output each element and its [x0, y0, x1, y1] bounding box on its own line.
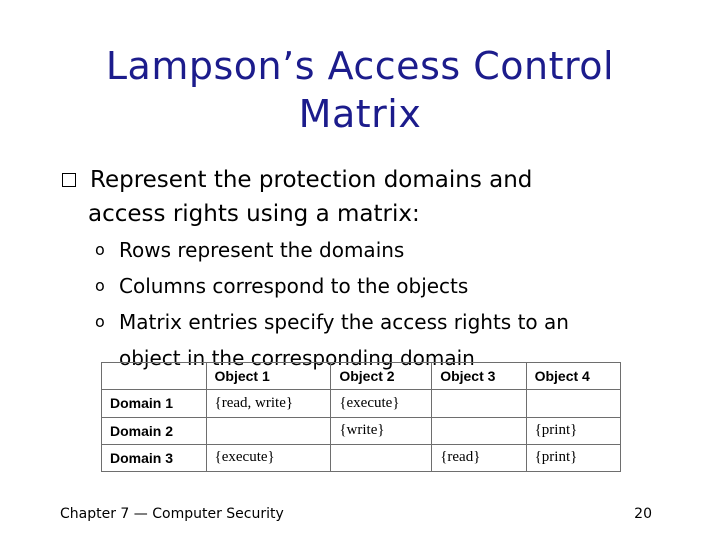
row-header: Domain 1	[102, 390, 207, 417]
main-bullet-text	[90, 163, 650, 231]
circle-bullet-icon: o	[95, 312, 105, 331]
sub-bullet-list	[95, 232, 655, 376]
table-cell	[432, 417, 526, 444]
sub-bullet-text: Rows represent the domains	[119, 238, 405, 262]
circle-bullet-icon: o	[95, 276, 105, 295]
table-cell	[331, 444, 432, 471]
table-cell: {write}	[331, 417, 432, 444]
sub-bullet-text: Matrix entries specify the access rights to an	[119, 310, 569, 334]
square-bullet-icon	[62, 173, 76, 187]
table-row	[102, 417, 621, 444]
row-header: Domain 2	[102, 417, 207, 444]
slide-title	[60, 42, 660, 138]
column-header: Object 1	[206, 363, 331, 390]
table-cell: {read, write}	[206, 390, 331, 417]
table-row	[102, 444, 621, 471]
table-cell: {execute}	[331, 390, 432, 417]
table-row	[102, 390, 621, 417]
table-cell: {print}	[526, 444, 620, 471]
column-header: Object 4	[526, 363, 620, 390]
sub-bullet-text: Columns correspond to the objects	[119, 274, 469, 298]
sub-bullet	[95, 232, 655, 268]
sub-bullet-text-continued: object in the corresponding domain	[119, 346, 475, 370]
circle-bullet-icon: o	[95, 240, 105, 259]
table-cell: {print}	[526, 417, 620, 444]
table-corner-cell	[102, 363, 207, 390]
column-header: Object 3	[432, 363, 526, 390]
page-number: 20	[634, 506, 652, 522]
table-header-row	[102, 363, 621, 390]
row-header: Domain 3	[102, 444, 207, 471]
column-header: Object 2	[331, 363, 432, 390]
table-cell	[432, 390, 526, 417]
footer-chapter: Chapter 7 — Computer Security	[60, 506, 284, 522]
main-bullet-line-1: Represent the protection domains and	[90, 167, 533, 193]
table-cell: {read}	[432, 444, 526, 471]
table-cell	[526, 390, 620, 417]
main-bullet-line-2: access rights using a matrix:	[88, 201, 420, 227]
slide-title-line-1: Lampson’s Access Control	[105, 44, 615, 88]
table-cell: {execute}	[206, 444, 331, 471]
access-control-matrix-table	[101, 362, 621, 472]
table-cell	[206, 417, 331, 444]
slide-title-line-2: Matrix	[298, 92, 422, 136]
sub-bullet	[95, 268, 655, 304]
